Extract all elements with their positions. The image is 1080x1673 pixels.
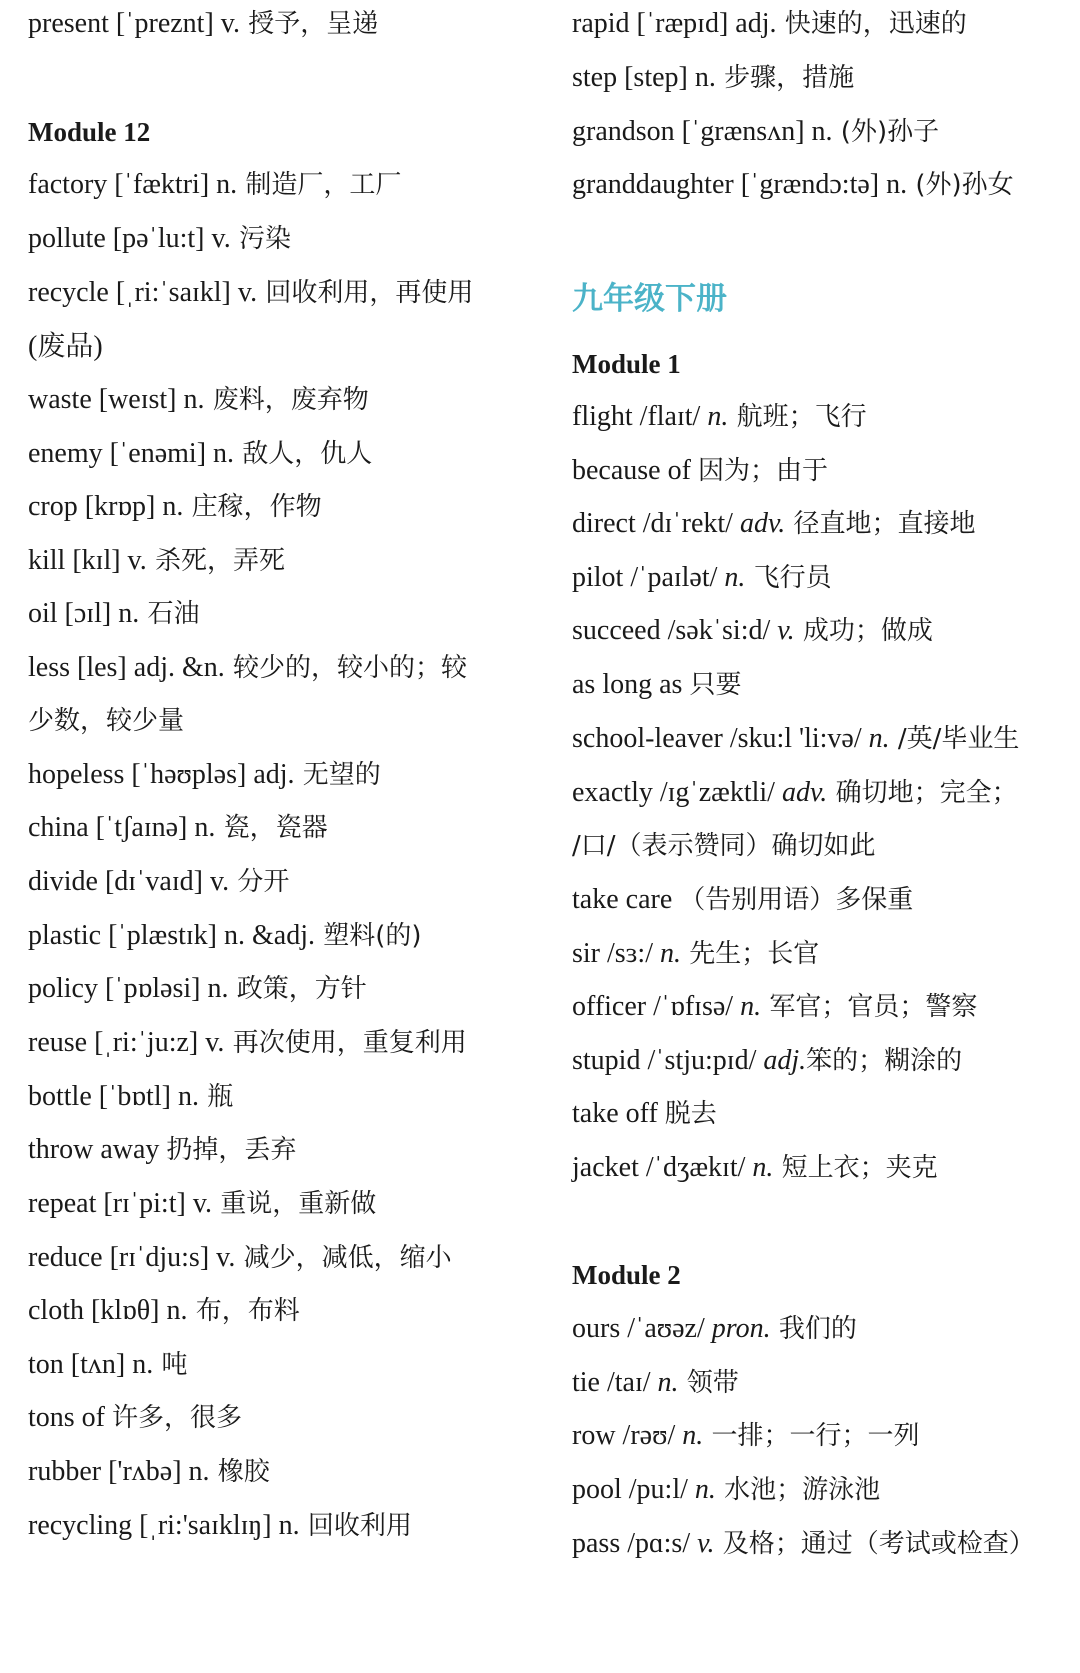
vocab-meaning: 及格；通过（考试或检查） — [714, 1529, 1035, 1559]
vocab-meaning: 政策，方针 — [228, 974, 367, 1004]
vocab-word: present [ˈpreznt] — [28, 8, 221, 39]
vocab-entry — [28, 1345, 187, 1385]
vocab-entry — [572, 826, 876, 866]
vocab-entry — [572, 58, 854, 98]
vocab-meaning: 再次使用，重复利用 — [224, 1028, 467, 1058]
module-heading: Module 2 — [572, 1260, 681, 1290]
vocab-meaning: 成功；做成 — [794, 616, 933, 646]
vocab-word: granddaughter [ˈgrændɔ:tə] — [572, 169, 887, 200]
vocab-word: officer /ˈɒfɪsə/ — [572, 991, 741, 1022]
vocab-meaning: 快速的，迅速的 — [776, 9, 967, 39]
vocab-meaning: 制造厂，工厂 — [237, 170, 402, 200]
vocab-word: exactly /ɪgˈzæktli/ — [572, 777, 782, 808]
vocab-entry — [572, 1041, 962, 1081]
vocab-word: recycle [ˌri:ˈsaɪkl] — [28, 277, 238, 308]
vocab-word: ours /ˈaʊəz/ — [572, 1313, 712, 1344]
vocab-meaning: 授予，呈递 — [239, 9, 379, 39]
vocab-part-of-speech: n. — [162, 491, 184, 522]
vocab-meaning: 敌人，仇人 — [234, 439, 373, 469]
vocab-part-of-speech: n. — [132, 1349, 154, 1380]
vocab-word: bottle [ˈbɒtl] — [28, 1081, 178, 1112]
vocab-meaning: 分开 — [229, 867, 290, 897]
vocab-part-of-speech: pron. — [711, 1313, 771, 1344]
vocab-entry — [28, 969, 367, 1009]
section-title: 九年级下册 — [572, 281, 727, 317]
vocab-word: tons of — [28, 1402, 112, 1433]
vocab-word: enemy [ˈenəmi] — [28, 438, 214, 469]
vocab-entry — [28, 648, 467, 688]
vocab-part-of-speech: v. — [211, 223, 231, 254]
vocab-word: rapid [ˈræpɪd] — [572, 8, 736, 39]
vocab-part-of-speech: v. — [220, 8, 240, 39]
vocab-meaning: 航班；飞行 — [728, 402, 867, 432]
vocab-word: step [step] — [572, 62, 695, 93]
vocab-entry — [28, 1506, 412, 1546]
vocab-entry — [572, 397, 867, 437]
vocab-meaning: 回收利用 — [299, 1511, 412, 1541]
vocab-entry — [28, 1130, 296, 1170]
vocab-meaning: 脱去 — [664, 1099, 717, 1129]
vocab-entry — [572, 719, 1019, 759]
vocab-entry — [572, 1524, 1035, 1564]
vocab-word: waste [weɪst] — [28, 384, 184, 415]
vocab-entry — [28, 165, 401, 205]
vocab-meaning: 庄稼，作物 — [183, 492, 322, 522]
vocab-meaning: (外)孙女 — [907, 170, 1014, 200]
vocab-meaning: 只要 — [689, 670, 742, 700]
vocab-entry — [572, 1094, 717, 1134]
vocab-word: ton [tʌn] — [28, 1349, 133, 1380]
vocab-word: pass /pɑ:s/ — [572, 1528, 698, 1559]
vocab-word: because of — [572, 455, 698, 486]
vocab-part-of-speech: adj. — [763, 1045, 807, 1076]
vocab-entry — [28, 862, 289, 902]
vocab-entry — [28, 487, 322, 527]
vocab-meaning: 扔掉，丢弃 — [166, 1135, 297, 1165]
vocab-word: jacket /ˈdʒækɪt/ — [572, 1152, 753, 1183]
vocab-entry — [28, 434, 372, 474]
vocab-entry — [572, 165, 1014, 205]
vocab-entry — [572, 504, 976, 544]
vocab-part-of-speech: v. — [237, 277, 258, 308]
vocab-word: recycling [ˌri:'saɪklɪŋ] — [28, 1510, 279, 1541]
vocab-entry — [572, 112, 939, 152]
vocab-part-of-speech: v. — [209, 866, 230, 897]
vocab-word: oil [ɔɪl] — [28, 598, 119, 629]
vocab-word: pollute [pəˈlu:t] — [28, 223, 212, 254]
vocab-meaning: 先生；长官 — [681, 939, 820, 969]
vocab-meaning: 笨的；糊涂的 — [806, 1046, 963, 1076]
vocab-entry — [572, 451, 828, 491]
vocab-entry — [28, 327, 103, 367]
vocab-word: stupid /ˈstju:pɪd/ — [572, 1045, 764, 1076]
vocab-part-of-speech: v. — [697, 1528, 715, 1559]
vocab-entry — [28, 1238, 452, 1278]
vocab-meaning: 水池；游泳池 — [715, 1475, 881, 1505]
vocab-part-of-speech: n. — [188, 1456, 210, 1487]
vocab-entry — [28, 1291, 300, 1331]
vocab-meaning: 因为；由于 — [697, 456, 828, 486]
vocab-entry — [28, 701, 184, 741]
vocab-word: tie /taɪ/ — [572, 1367, 658, 1398]
vocab-part-of-speech: adv. — [781, 777, 828, 808]
vocab-part-of-speech: n. — [118, 598, 140, 629]
vocab-meaning: 无望的 — [294, 760, 381, 790]
vocab-entry — [572, 1363, 739, 1403]
vocab-meaning: 一排；一行；一列 — [703, 1421, 920, 1451]
vocab-part-of-speech: v. — [205, 1027, 225, 1058]
vocab-meaning: 重说，重新做 — [212, 1189, 377, 1219]
vocab-entry — [28, 808, 328, 848]
vocab-part-of-speech: n. — [657, 1367, 679, 1398]
vocab-entry — [28, 594, 199, 634]
vocab-part-of-speech: v. — [777, 615, 795, 646]
vocab-part-of-speech: n. — [707, 401, 729, 432]
vocab-word: school-leaver /sku:l 'li:və/ — [572, 723, 869, 754]
vocab-entry — [572, 1309, 857, 1349]
vocab-word: factory [ˈfæktri] — [28, 169, 217, 200]
vocab-meaning: 军官；官员；警察 — [761, 992, 978, 1022]
vocab-part-of-speech: n. — [216, 169, 238, 200]
vocab-part-of-speech: n. — [868, 723, 890, 754]
vocab-part-of-speech: v. — [216, 1242, 236, 1273]
vocab-meaning: 少数，较少量 — [28, 706, 185, 736]
vocab-part-of-speech: n. — [694, 62, 716, 93]
vocab-part-of-speech: n. — [278, 1510, 300, 1541]
vocab-entry — [572, 558, 832, 598]
vocab-entry — [28, 1398, 242, 1438]
vocab-part-of-speech: n. — [724, 562, 746, 593]
vocab-word: take off — [572, 1098, 665, 1129]
vocab-part-of-speech: n. — [183, 384, 205, 415]
vocab-entry — [572, 611, 933, 651]
vocab-part-of-speech: n. — [886, 169, 908, 200]
vocab-part-of-speech: adj. &n. — [133, 652, 225, 683]
vocab-meaning: 许多，很多 — [112, 1403, 243, 1433]
vocab-part-of-speech: n. &adj. — [223, 920, 315, 951]
vocab-entry — [28, 541, 285, 581]
vocab-entry — [572, 1148, 938, 1188]
vocab-word: sir /sɜ:/ — [572, 938, 660, 969]
vocab-part-of-speech: n. — [207, 973, 229, 1004]
vocab-entry — [28, 916, 422, 956]
module-heading: Module 12 — [28, 117, 151, 147]
vocab-meaning: 瓷，瓷器 — [215, 813, 328, 843]
vocab-meaning: 径直地；直接地 — [785, 509, 976, 539]
vocab-word: crop [krɒp] — [28, 491, 163, 522]
vocab-word: as long as — [572, 669, 690, 700]
vocab-word: plastic [ˈplæstɪk] — [28, 920, 224, 951]
vocab-part-of-speech: adj. — [735, 8, 777, 39]
vocab-meaning: 领带 — [678, 1368, 739, 1398]
vocab-part-of-speech: v. — [192, 1188, 212, 1219]
vocab-word: take care — [572, 884, 680, 915]
vocab-word: rubber ['rʌbə] — [28, 1456, 189, 1487]
vocab-meaning: 飞行员 — [745, 563, 832, 593]
module-heading: Module 1 — [572, 349, 681, 379]
vocab-part-of-speech: n. — [194, 812, 216, 843]
vocab-meaning: 瓶 — [198, 1082, 234, 1112]
vocab-word: succeed /səkˈsi:d/ — [572, 615, 778, 646]
vocab-word: kill [kɪl] — [28, 545, 128, 576]
vocab-part-of-speech: n. — [694, 1474, 716, 1505]
vocab-meaning: 塑料(的) — [314, 921, 422, 951]
vocab-part-of-speech: adv. — [739, 508, 786, 539]
vocab-entry — [572, 665, 741, 705]
vocab-word: repeat [rɪˈpi:t] — [28, 1188, 193, 1219]
vocab-entry — [572, 4, 967, 44]
vocab-word: grandson [ˈgrænsʌn] — [572, 116, 812, 147]
vocab-meaning: /英/毕业生 — [889, 724, 1020, 754]
vocab-word: throw away — [28, 1134, 167, 1165]
vocab-entry — [572, 934, 819, 974]
vocab-meaning: 杀死，弄死 — [146, 546, 285, 576]
vocab-part-of-speech: n. — [660, 938, 681, 969]
vocab-meaning: 橡胶 — [209, 1457, 270, 1487]
vocab-entry — [28, 1452, 270, 1492]
vocab-meaning: 吨 — [153, 1350, 188, 1380]
vocab-entry — [572, 1470, 880, 1510]
vocab-entry — [28, 1184, 376, 1224]
vocab-meaning: 废料，废弃物 — [204, 385, 369, 415]
vocab-meaning: 石油 — [139, 599, 200, 629]
vocab-word: (废品) — [28, 331, 103, 362]
vocab-word: flight /flaɪt/ — [572, 401, 708, 432]
vocab-word: policy [ˈpɒləsi] — [28, 973, 208, 1004]
vocab-part-of-speech: n. — [213, 438, 235, 469]
vocab-entry — [28, 1023, 467, 1063]
vocab-part-of-speech: n. — [811, 116, 833, 147]
vocab-meaning: (外)孙子 — [832, 117, 940, 147]
vocab-entry — [28, 273, 473, 313]
vocab-meaning: 确切地；完全； — [827, 778, 1018, 808]
vocab-meaning: 我们的 — [770, 1314, 857, 1344]
vocab-meaning: 布，布料 — [187, 1296, 300, 1326]
vocab-part-of-speech: adj. — [253, 759, 295, 790]
vocab-meaning: 减少，减低，缩小 — [235, 1243, 452, 1273]
vocab-word: reuse [ˌri:ˈju:z] — [28, 1027, 206, 1058]
vocab-entry — [572, 880, 913, 920]
vocab-part-of-speech: n. — [752, 1152, 774, 1183]
vocab-word: pool /pu:l/ — [572, 1474, 695, 1505]
vocab-word: row /rəʊ/ — [572, 1420, 683, 1451]
vocab-word: china [ˈtʃaɪnə] — [28, 812, 195, 843]
vocab-meaning: （告别用语）多保重 — [679, 885, 914, 915]
vocab-entry — [28, 755, 381, 795]
vocab-meaning: 较少的，较小的；较 — [224, 653, 468, 683]
vocab-entry — [28, 219, 291, 259]
vocab-word: pilot /ˈpaɪlət/ — [572, 562, 725, 593]
vocab-entry — [572, 1416, 920, 1456]
vocab-meaning: 步骤，措施 — [715, 63, 855, 93]
vocab-word: reduce [rɪˈdju:s] — [28, 1242, 217, 1273]
vocab-entry — [572, 987, 977, 1027]
vocab-entry — [572, 773, 1018, 813]
vocab-part-of-speech: n. — [740, 991, 762, 1022]
vocab-meaning: 回收利用，再使用 — [257, 278, 474, 308]
vocab-word: hopeless [ˈhəʊpləs] — [28, 759, 254, 790]
vocab-word: less [les] — [28, 652, 134, 683]
vocab-part-of-speech: v. — [127, 545, 147, 576]
vocab-word: cloth [klɒθ] — [28, 1295, 167, 1326]
vocab-word: divide [dɪˈvaɪd] — [28, 866, 210, 897]
vocab-meaning: /口/（表示赞同）确切如此 — [572, 831, 876, 861]
vocab-meaning: 污染 — [230, 224, 291, 254]
vocab-part-of-speech: n. — [177, 1081, 199, 1112]
vocab-entry — [28, 380, 369, 420]
vocab-part-of-speech: n. — [682, 1420, 704, 1451]
vocab-word: direct /dɪˈrekt/ — [572, 508, 740, 539]
vocab-entry — [28, 4, 378, 44]
vocab-entry — [28, 1077, 233, 1117]
vocab-part-of-speech: n. — [166, 1295, 188, 1326]
vocab-meaning: 短上衣；夹克 — [773, 1153, 938, 1183]
